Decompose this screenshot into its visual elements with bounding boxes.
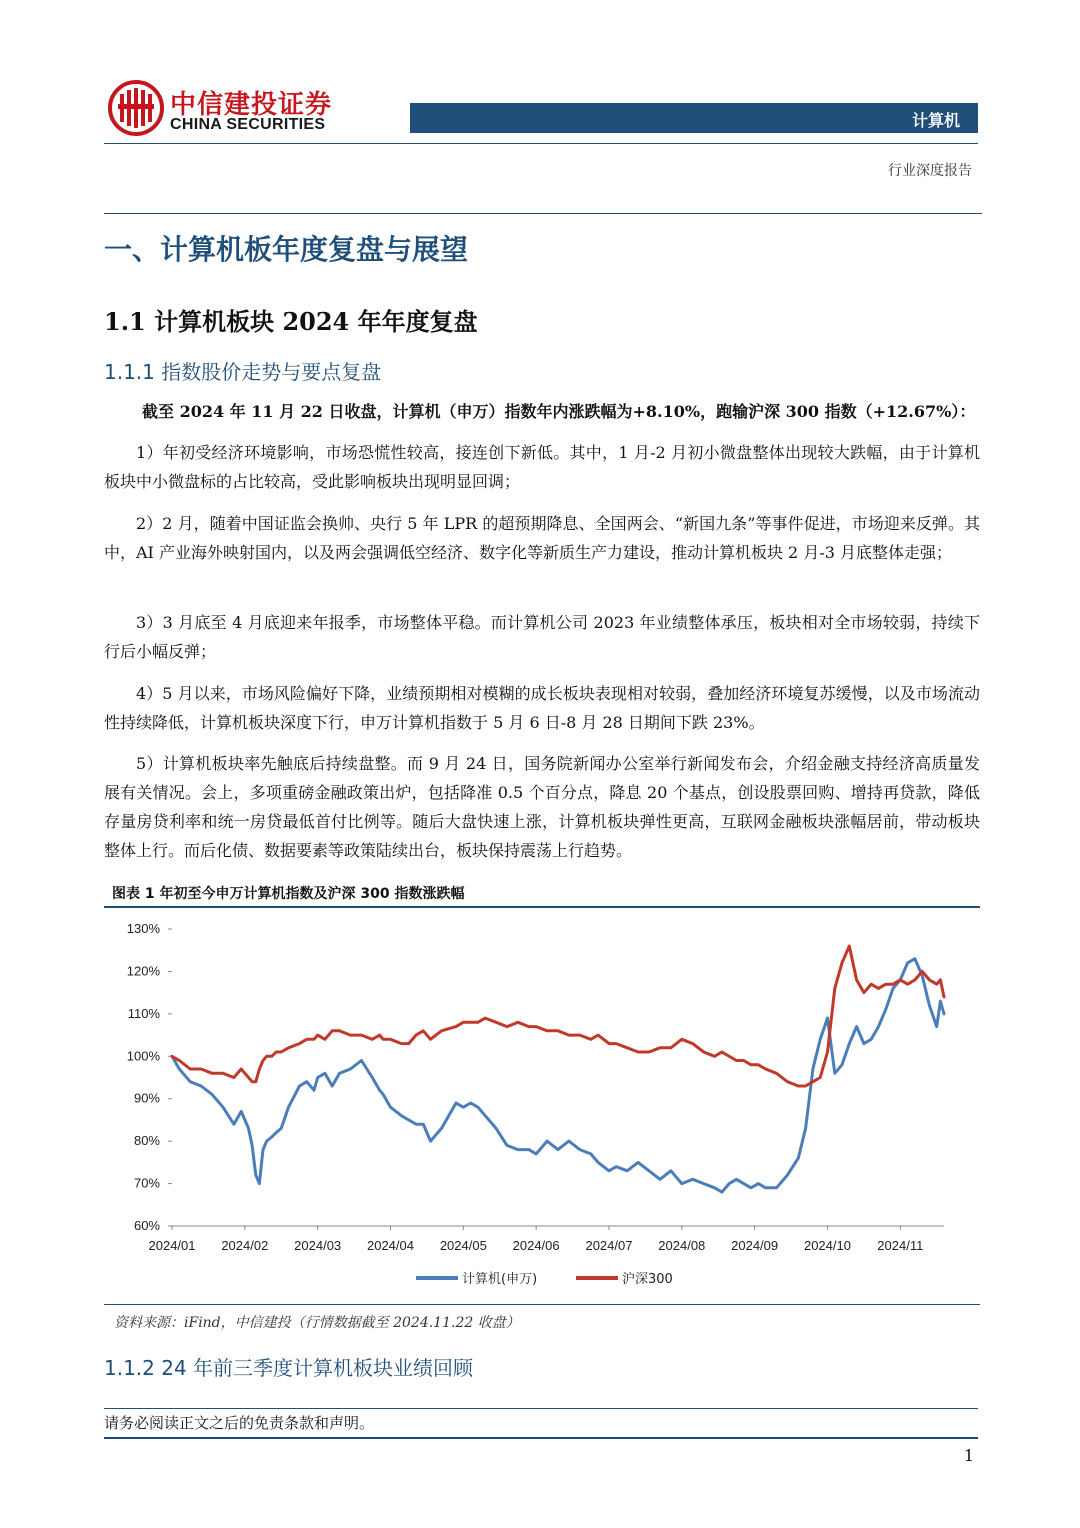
- footer-bottom-rule: [104, 1437, 978, 1439]
- x-tick-label: 2024/02: [221, 1238, 269, 1253]
- figure-title: 图表 1 年初至今申万计算机指数及沪深 300 指数涨跌幅: [112, 886, 465, 902]
- body-paragraph-3: 3）3 月底至 4 月底迎来年报季，市场整体平稳。而计算机公司 2023 年业绩整体承压，板块相对全市场较弱，持续下行后小幅反弹；: [104, 613, 980, 661]
- x-tick-label: 2024/11: [877, 1238, 924, 1253]
- y-tick-label: 110%: [127, 1005, 160, 1021]
- x-tick-label: 2024/05: [439, 1238, 487, 1253]
- y-tick-label: 80%: [133, 1133, 160, 1149]
- figure-top-rule: [104, 906, 980, 908]
- subsection-heading: 1.1 计算机板块 2024 年年度复盘: [104, 307, 478, 336]
- figure-bottom-rule: [104, 1304, 980, 1305]
- company-name-cn: 中信建投证券: [170, 90, 333, 120]
- y-tick-label: 60%: [133, 1218, 160, 1233]
- sub-subsection-heading: 1.1.1 指数股价走势与要点复盘: [104, 360, 382, 384]
- company-logo: [108, 80, 164, 136]
- body-paragraph-2: 2）2 月，随着中国证监会换帅、央行 5 年 LPR 的超预期降息、全国两会、“新国九条”等事件促进，市场迎来反弹。其中，AI 产业海外映射国内，以及两会强调低空经济、数字化等新质生产力建设，推动计算机板块 2 月-3 月底整体走强；: [104, 514, 980, 562]
- body-paragraph-5: 5）计算机板块率先触底后持续盘整。而 9 月 24 日，国务院新闻办公室举行新闻发布会，介绍金融支持经济高质量发展有关情况。会上，多项重磅金融政策出炉，包括降准 0.5 个百分点，降息 20 个基点，创设股票回购、增持再贷款，降低存量房贷利率和统一房贷最低首付比例等。随后大盘快速上涨，计算机板块弹性更高，互联网金融板块涨幅居前，带动板块整体上行。而后化债、数据要素等政策陆续出台，板块保持震荡上行趋势。: [104, 754, 980, 860]
- report-type: 行业深度报告: [888, 163, 972, 179]
- chart-legend: [416, 1271, 673, 1287]
- legend-label: 计算机(申万): [462, 1272, 538, 1287]
- section-heading: 一、计算机板年度复盘与展望: [104, 233, 469, 266]
- chart-series: [172, 946, 944, 1192]
- page-number: 1: [963, 1446, 974, 1465]
- legend-label: 沪深300: [622, 1272, 673, 1287]
- x-tick-label: 2024/07: [585, 1238, 633, 1253]
- header-divider: [104, 143, 978, 144]
- summary-paragraph: 截至 2024 年 11 月 22 日收盘，计算机（申万）指数年内涨跌幅为+8.10%，跑输沪深 300 指数（+12.67%）：: [142, 402, 976, 421]
- x-tick-label: 2024/06: [512, 1238, 560, 1253]
- y-tick-label: 70%: [133, 1175, 160, 1191]
- footer-top-rule: [104, 1408, 978, 1409]
- header-rule: [104, 213, 982, 214]
- company-name-en: CHINA SECURITIES: [170, 116, 326, 133]
- x-tick-label: 2024/03: [294, 1238, 342, 1253]
- figure-source: 资料来源：iFind，中信建投（行情数据截至 2024.11.22 收盘）: [114, 1315, 520, 1331]
- x-axis: [149, 1226, 945, 1253]
- x-tick-label: 2024/01: [148, 1238, 196, 1253]
- body-paragraph-1: 1）年初受经济环境影响，市场恐慌性较高，接连创下新低。其中，1 月-2 月初小微盘整体出现较大跌幅，由于计算机板块中小微盘标的占比较高，受此影响板块出现明显回调；: [104, 443, 980, 491]
- x-tick-label: 2024/08: [658, 1238, 706, 1253]
- x-tick-label: 2024/09: [731, 1238, 779, 1253]
- y-tick-label: 130%: [126, 921, 160, 936]
- series-line-csi300: [172, 946, 944, 1086]
- y-axis: [127, 921, 172, 1233]
- disclaimer: 请务必阅读正文之后的免责条款和声明。: [104, 1414, 375, 1432]
- y-tick-label: 90%: [133, 1090, 160, 1106]
- x-tick-label: 2024/04: [366, 1238, 414, 1253]
- y-tick-label: 100%: [126, 1048, 160, 1064]
- series-line-computer: [172, 959, 944, 1192]
- body-paragraph-4: 4）5 月以来，市场风险偏好下降，业绩预期相对模糊的成长板块表现相对较弱，叠加经济环境复苏缓慢，以及市场流动性持续降低，计算机板块深度下行，申万计算机指数于 5 月 6 日-8 月 28 日期间下跌 23%。: [104, 684, 980, 732]
- y-tick-label: 120%: [126, 963, 160, 979]
- line-chart: [104, 912, 980, 1302]
- sector-banner: [410, 103, 978, 133]
- sector-label: 计算机: [911, 111, 960, 130]
- x-tick-label: 2024/10: [803, 1238, 851, 1253]
- next-subsection-heading: 1.1.2 24 年前三季度计算机板块业绩回顾: [104, 1356, 474, 1380]
